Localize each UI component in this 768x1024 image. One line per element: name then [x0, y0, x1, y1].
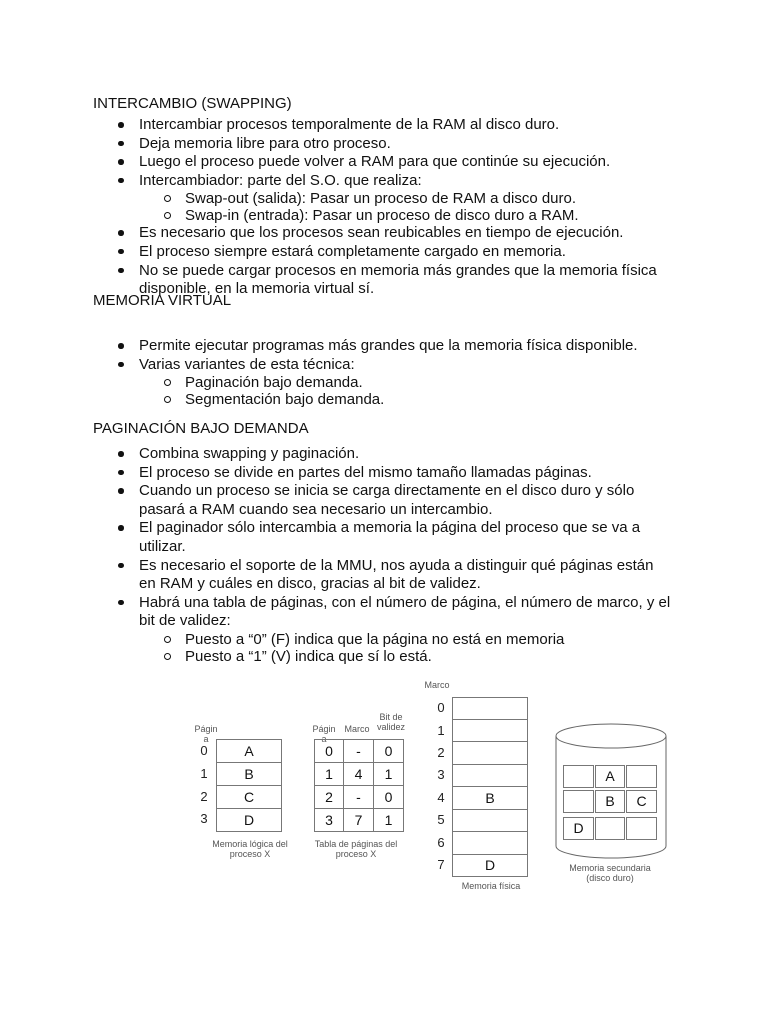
frame-cell — [452, 697, 528, 720]
table-col-pagina: Págin a — [312, 724, 336, 744]
list-item — [0, 356, 674, 409]
list-item: El proceso siempre estará completamente cargado en memoria. — [0, 243, 674, 262]
frame-label: 4 — [437, 790, 445, 805]
table-cell-marco: - — [343, 739, 374, 763]
disk-cell — [595, 817, 625, 840]
list-item: Deja memoria libre para otro proceso. — [0, 135, 674, 154]
list-memoria-virtual — [0, 337, 768, 408]
frame-label: 7 — [437, 857, 445, 872]
list-item: No se puede cargar procesos en memoria más grandes que la memoria física disponible, en la memoria virtual sí. — [0, 262, 674, 299]
disk-cell: C — [626, 790, 657, 813]
disk-cell: B — [595, 790, 625, 813]
list-item-text: Varias variantes de esta técnica: — [139, 355, 355, 373]
logical-page-cell: A — [216, 739, 282, 763]
disk-cell — [563, 790, 594, 813]
list-item-text: Intercambiador: parte del S.O. que realiza: — [139, 171, 422, 189]
list-item: El paginador sólo intercambia a memoria la página del proceso que se va a utilizar. — [0, 519, 674, 556]
logical-page-cell: B — [216, 762, 282, 786]
disk-cell — [626, 765, 657, 788]
sub-list-item: Segmentación bajo demanda. — [139, 391, 674, 408]
table-cell-pagina: 1 — [314, 762, 344, 786]
list-item: El proceso se divide en partes del mismo tamaño llamadas páginas. — [0, 464, 674, 483]
list-item: Es necesario el soporte de la MMU, nos ayuda a distinguir qué páginas están en RAM y cuáles en disco, gracias al bit de validez. — [0, 557, 674, 594]
table-cell-bit: 0 — [373, 739, 404, 763]
table-cell-bit: 1 — [373, 762, 404, 786]
list-item: Intercambiar procesos temporalmente de la RAM al disco duro. — [0, 116, 674, 135]
table-cell-bit: 0 — [373, 785, 404, 809]
physical-caption: Memoria física — [461, 881, 521, 891]
list-item — [0, 594, 674, 665]
table-cell-pagina: 2 — [314, 785, 344, 809]
sub-list-item: Swap-in (entrada): Pasar un proceso de disco duro a RAM. — [139, 207, 674, 224]
heading-paginacion: PAGINACIÓN BAJO DEMANDA — [93, 420, 309, 437]
logical-row-label: 3 — [200, 811, 208, 826]
table-cell-marco: 7 — [343, 808, 374, 832]
frame-cell — [452, 809, 528, 832]
logical-row-label: 2 — [200, 789, 208, 804]
table-cell-marco: 4 — [343, 762, 374, 786]
list-item: Permite ejecutar programas más grandes que la memoria física disponible. — [0, 337, 674, 356]
sub-list — [139, 190, 674, 224]
logical-header: Págin a — [194, 724, 218, 744]
list-item: Es necesario que los procesos sean reubicables en tiempo de ejecución. — [0, 224, 674, 243]
frame-label: 3 — [437, 767, 445, 782]
list-item-text: Habrá una tabla de páginas, con el número de página, el número de marco, y el bit de validez: — [139, 593, 671, 630]
list-paginacion — [0, 445, 768, 665]
list-item: Luego el proceso puede volver a RAM para que continúe su ejecución. — [0, 153, 674, 172]
frame-label: 6 — [437, 835, 445, 850]
logical-page-cell: D — [216, 808, 282, 832]
table-cell-pagina: 0 — [314, 739, 344, 763]
list-item: Combina swapping y paginación. — [0, 445, 674, 464]
sub-list — [139, 374, 674, 408]
frame-cell: B — [452, 786, 528, 810]
logical-row-label: 0 — [200, 743, 208, 758]
table-col-bit: Bit de validez — [376, 712, 405, 732]
heading-intercambio: INTERCAMBIO (SWAPPING) — [93, 95, 292, 112]
table-cell-bit: 1 — [373, 808, 404, 832]
table-cell-marco: - — [343, 785, 374, 809]
frame-label: 0 — [437, 700, 445, 715]
logical-row-label: 1 — [200, 766, 208, 781]
disk-cell: D — [563, 817, 594, 840]
secondary-caption: Memoria secundaria (disco duro) — [569, 863, 651, 883]
frame-label: 2 — [437, 745, 445, 760]
sub-list — [139, 631, 674, 665]
disk-cell — [626, 817, 657, 840]
list-intercambio — [0, 116, 768, 299]
disk-cell: A — [595, 765, 625, 788]
list-item — [0, 172, 674, 225]
frame-label: 5 — [437, 812, 445, 827]
frame-cell — [452, 764, 528, 787]
sub-list-item: Paginación bajo demanda. — [139, 374, 674, 391]
sub-list-item: Puesto a “0” (F) indica que la página no está en memoria — [139, 631, 674, 648]
table-col-marco: Marco — [344, 724, 370, 734]
logical-page-cell: C — [216, 785, 282, 809]
physical-header: Marco — [424, 680, 450, 690]
table-caption: Tabla de páginas del proceso X — [314, 839, 398, 859]
frame-cell — [452, 719, 528, 742]
frame-cell: D — [452, 854, 528, 877]
list-item: Cuando un proceso se inicia se carga directamente en el disco duro y sólo pasará a RAM cuando sea necesario un intercambio. — [0, 482, 674, 519]
logical-caption: Memoria lógica del proceso X — [212, 839, 288, 859]
frame-cell — [452, 831, 528, 855]
sub-list-item: Swap-out (salida): Pasar un proceso de RAM a disco duro. — [139, 190, 674, 207]
disk-cell — [563, 765, 594, 788]
sub-list-item: Puesto a “1” (V) indica que sí lo está. — [139, 648, 674, 665]
frame-label: 1 — [437, 723, 445, 738]
frame-cell — [452, 741, 528, 765]
heading-memoria-virtual: MEMORIA VIRTUAL — [93, 292, 232, 309]
table-cell-pagina: 3 — [314, 808, 344, 832]
